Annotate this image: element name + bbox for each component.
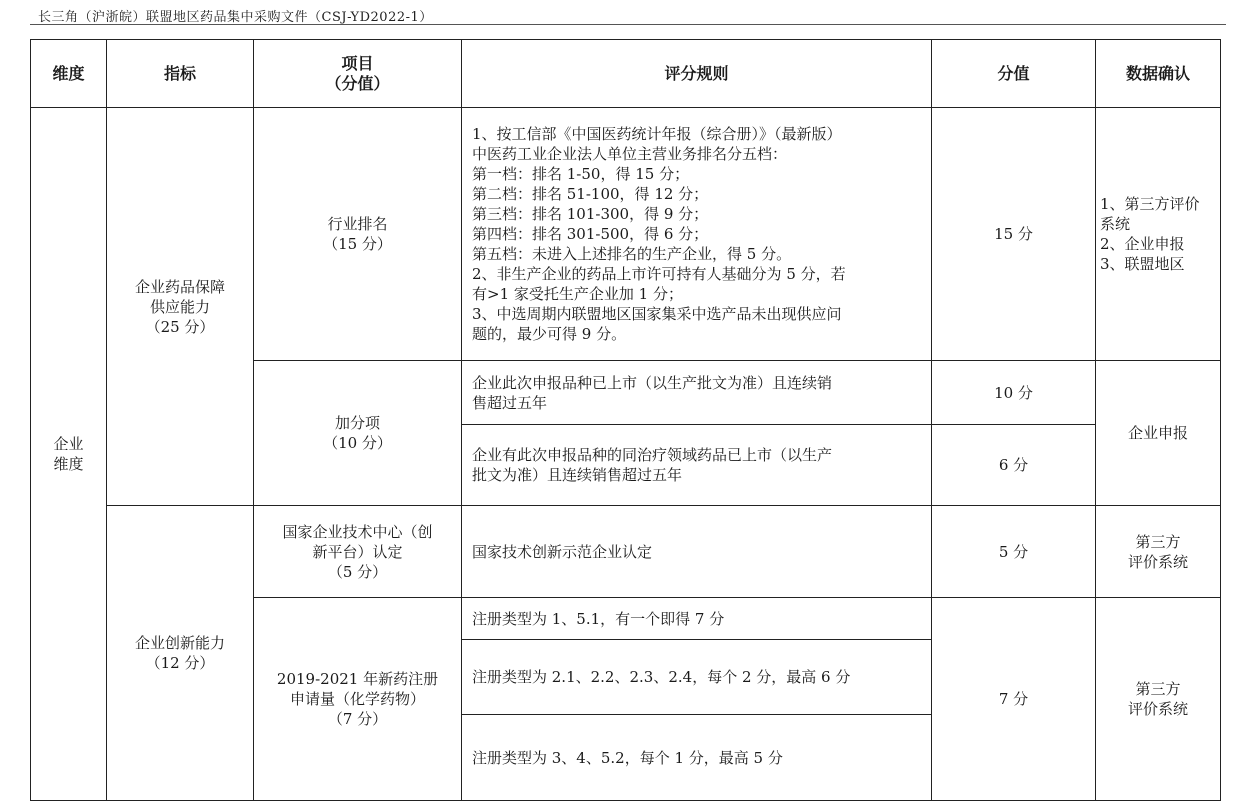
item-line: （10 分） — [323, 434, 392, 452]
confirm-line: 2、企业申报 — [1100, 235, 1185, 253]
dimension-cell — [31, 108, 107, 801]
confirm-bonus-cell: 企业申报 — [1096, 361, 1221, 506]
table-header-row — [31, 40, 1221, 108]
confirm-center-cell — [1096, 506, 1221, 598]
confirm-drug-cell — [1096, 598, 1221, 801]
indicator-line: 供应能力 — [149, 297, 210, 316]
indicator-innovation-cell — [107, 506, 254, 801]
rule-center-cell: 国家技术创新示范企业认定 — [462, 506, 932, 598]
item-line: 加分项 — [334, 414, 380, 432]
rule-line: 企业此次申报品种已上市（以生产批文为准）且连续销 — [472, 373, 833, 392]
rule-line: 企业有此次申报品种的同治疗领域药品已上市（以生产 — [472, 446, 833, 464]
rule-bonus2-cell — [462, 425, 932, 506]
indicator-line: （25 分） — [145, 317, 215, 336]
col-header-item-line2: （分值） — [325, 73, 390, 93]
scoring-table — [30, 39, 1221, 801]
rule-bonus1-cell — [462, 361, 932, 425]
confirm-line: 系统 — [1100, 215, 1131, 233]
col-header-score: 分值 — [932, 40, 1096, 108]
rule-drug1-cell: 注册类型为 1、5.1，有一个即得 7 分 — [462, 598, 932, 640]
rule-line: 批文为准）且连续销售超过五年 — [472, 466, 683, 484]
rule-line: 第五档：未进入上述排名的生产企业，得 5 分。 — [472, 245, 792, 263]
indicator-supply-cell — [107, 108, 254, 506]
rule-line: 2、非生产企业的药品上市许可持有人基础分为 5 分，若 — [472, 265, 846, 283]
col-header-confirm: 数据确认 — [1096, 40, 1221, 108]
rule-drug3-cell: 注册类型为 3、4、5.2，每个 1 分，最高 5 分 — [462, 715, 932, 801]
rule-line: 题的，最少可得 9 分。 — [472, 325, 627, 343]
item-line: 2019-2021 年新药注册 — [276, 670, 439, 688]
confirm-line: 3、联盟地区 — [1100, 255, 1185, 273]
confirm-line: 评价系统 — [1127, 552, 1188, 571]
score-bonus2-cell: 6 分 — [932, 425, 1096, 506]
col-header-rule: 评分规则 — [462, 40, 932, 108]
score-bonus1-cell: 10 分 — [932, 361, 1096, 425]
item-bonus-cell — [254, 361, 462, 506]
indicator-line: 企业药品保障 — [134, 277, 225, 296]
rule-line: 3、中选周期内联盟地区国家集采中选产品未出现供应问 — [472, 305, 842, 323]
score-center-cell: 5 分 — [932, 506, 1096, 598]
rule-line: 有>1 家受托生产企业加 1 分； — [472, 285, 683, 303]
item-line: 行业排名 — [327, 215, 388, 233]
rule-line: 第四档：排名 301-500，得 6 分； — [472, 225, 709, 243]
table-row — [31, 506, 1221, 598]
item-rank-cell — [254, 108, 462, 361]
dimension-line: 维度 — [53, 455, 84, 473]
item-line: （15 分） — [323, 235, 392, 253]
item-center-cell — [254, 506, 462, 598]
item-line: 新平台）认定 — [312, 542, 403, 561]
rule-line: 中医药工业企业法人单位主营业务排名分五档： — [472, 145, 788, 163]
rule-line: 售超过五年 — [472, 393, 548, 412]
item-line: 申请量（化学药物） — [289, 690, 425, 708]
table-row — [31, 108, 1221, 361]
col-header-dimension: 维度 — [31, 40, 107, 108]
rule-line: 第二档：排名 51-100，得 12 分； — [472, 185, 709, 203]
score-rank-cell: 15 分 — [932, 108, 1096, 361]
col-header-item — [254, 40, 462, 108]
document-header: 长三角（沪浙皖）联盟地区药品集中采购文件（CSJ-YD2022-1） — [38, 10, 433, 25]
confirm-line: 评价系统 — [1127, 700, 1188, 718]
col-header-indicator: 指标 — [107, 40, 254, 108]
item-line: （7 分） — [327, 710, 388, 728]
dimension-line: 企业 — [53, 435, 84, 453]
item-line: （5 分） — [327, 562, 388, 581]
col-header-item-line1: 项目 — [341, 53, 374, 73]
confirm-line: 第三方 — [1135, 532, 1181, 551]
score-drug-cell: 7 分 — [932, 598, 1096, 801]
indicator-line: （12 分） — [145, 654, 215, 672]
header-divider — [30, 24, 1226, 25]
item-drug-cell — [254, 598, 462, 801]
confirm-rank-cell — [1096, 108, 1221, 361]
rule-drug2-cell: 注册类型为 2.1、2.2、2.3、2.4，每个 2 分，最高 6 分 — [462, 640, 932, 715]
confirm-line: 1、第三方评价 — [1100, 195, 1200, 213]
rule-line: 第一档：排名 1-50，得 15 分； — [472, 165, 690, 183]
indicator-line: 企业创新能力 — [134, 634, 225, 652]
item-line: 国家企业技术中心（创 — [282, 522, 433, 541]
rule-line: 第三档：排名 101-300，得 9 分； — [472, 205, 709, 223]
confirm-line: 第三方 — [1135, 680, 1181, 698]
rule-rank-cell — [462, 108, 932, 361]
rule-line: 1、按工信部《中国医药统计年报（综合册）》（最新版） — [472, 125, 842, 143]
